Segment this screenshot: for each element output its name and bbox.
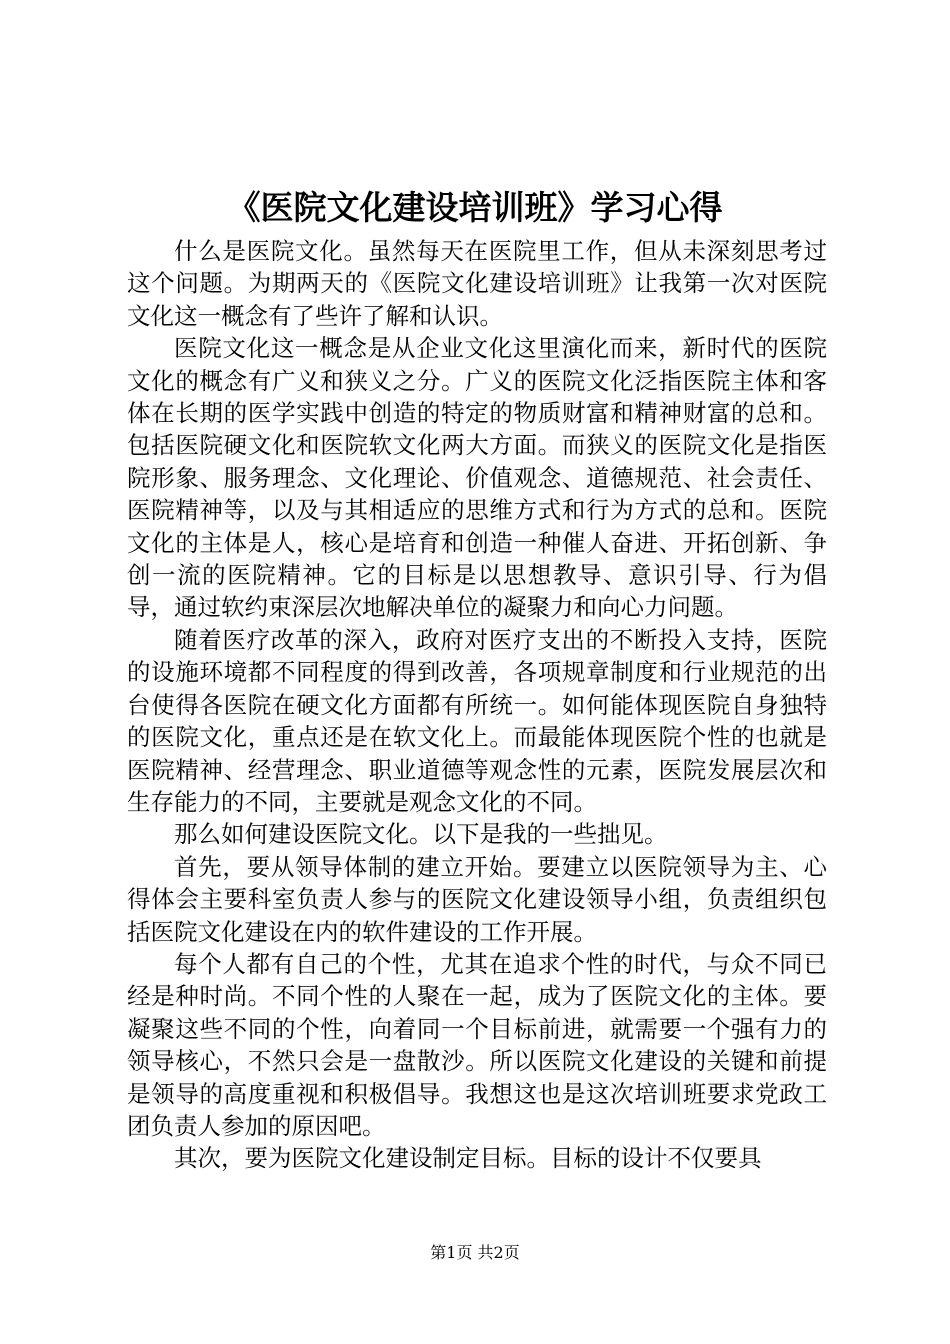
paragraph: 首先，要从领导体制的建立开始。要建立以医院领导为主、心得体会主要科室负责人参与的医院文化建设领导小组，负责组织包括医院文化建设在内的软件建设的工作开展。 [127, 852, 827, 946]
document-body [127, 235, 827, 1175]
paragraph: 医院文化这一概念是从企业文化这里演化而来，新时代的医院文化的概念有广义和狭义之分。广义的医院文化泛指医院主体和客体在长期的医学实践中创造的特定的物质财富和精神财富的总和。包括医院硬文化和医院软文化两大方面。而狭义的医院文化是指医院形象、服务理念、文化理论、价值观念、道德规范、社会责任、医院精神等，以及与其相适应的思维方式和行为方式的总和。医院文化的主体是人，核心是培育和创造一种催人奋进、开拓创新、争创一流的医院精神。它的目标是以思想教导、意识引导、行为倡导，通过软约束深层次地解决单位的凝聚力和向心力问题。 [127, 334, 827, 622]
page-number-footer: 第1页 共2页 [430, 1243, 520, 1262]
paragraph: 随着医疗改革的深入，政府对医疗支出的不断投入支持，医院的设施环境都不同程度的得到改善，各项规章制度和行业规范的出台使得各医院在硬文化方面都有所统一。如何能体现医院自身独特的医院文化，重点还是在软文化上。而最能体现医院个性的也就是医院精神、经营理念、职业道德等观念性的元素，医院发展层次和生存能力的不同，主要就是观念文化的不同。 [127, 625, 827, 816]
paragraph: 其次，要为医院文化建设制定目标。目标的设计不仅要具 [174, 1144, 762, 1173]
paragraph: 每个人都有自己的个性，尤其在追求个性的时代，与众不同已经是种时尚。不同个性的人聚在一起，成为了医院文化的主体。要凝聚这些不同的个性，向着同一个目标前进，就需要一个强有力的领导核心，不然只会是一盘散沙。所以医院文化建设的关键和前提是领导的高度重视和积极倡导。我想这也是这次培训班要求党政工团负责人参加的原因吧。 [127, 949, 827, 1140]
paragraph: 什么是医院文化。虽然每天在医院里工作，但从未深刻思考过这个问题。为期两天的《医院文化建设培训班》让我第一次对医院文化这一概念有了些许了解和认识。 [127, 237, 827, 330]
paragraph: 那么如何建设医院文化。以下是我的一些拙见。 [174, 820, 668, 849]
document-title: 《医院文化建设培训班》学习心得 [227, 188, 723, 227]
